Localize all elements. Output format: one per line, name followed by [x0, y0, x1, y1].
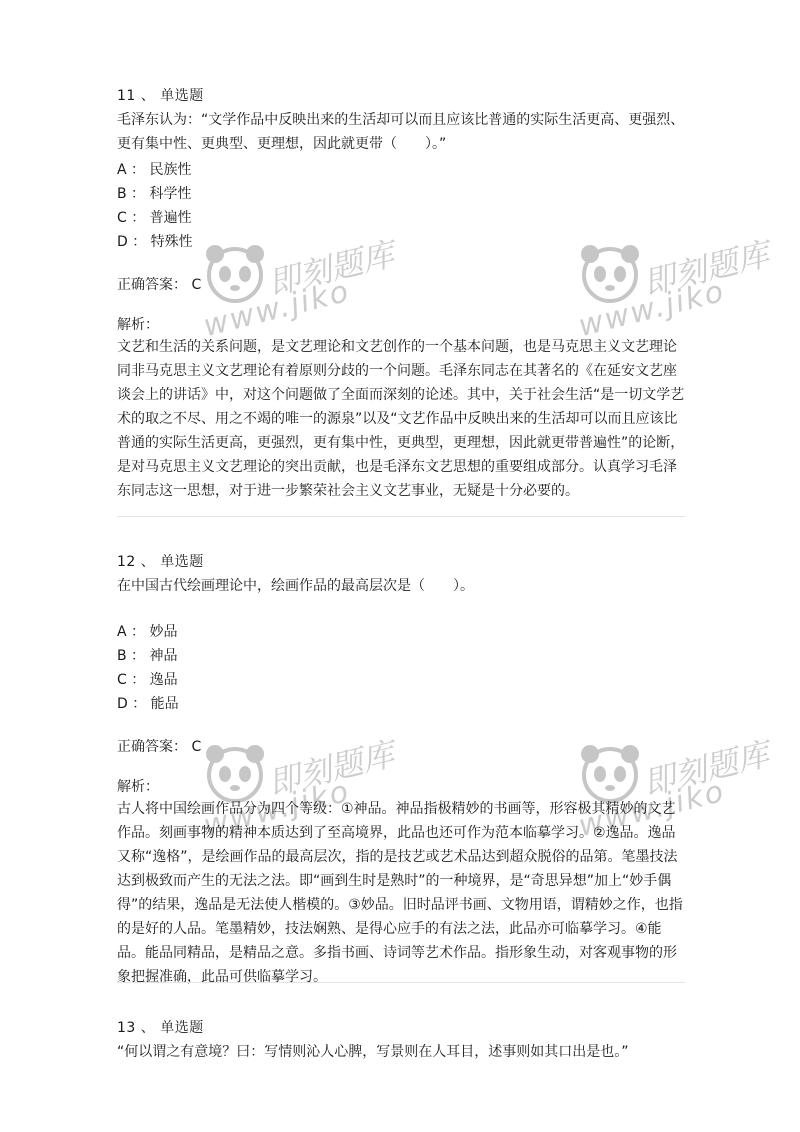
analysis-text: 文艺和生活的关系问题，是文艺理论和文艺创作的一个基本问题，也是马克思主义文艺理论同非马克思主义文艺理论有着原则分歧的一个问题。毛泽东同志在其著名的《在延安文艺座谈会上的讲话》中，对这个问题做了全面而深刻的论述。其中，关于社会生活“是一切文学艺术的取之不尽、用之不竭的唯一的源泉”以及“文艺作品中反映出来的生活却可以而且应该比普通的实际生活更高，更强烈，更有集中性，更典型，更理想，因此就更带普遍性”的论断，是对马克思主义文艺理论的突出贡献，也是毛泽东文艺思想的重要组成部分。认真学习毛泽东同志这一思想，对于进一步繁荣社会主义文艺事业，无疑是十分必要的。 [117, 339, 685, 499]
question-stem: 在中国古代绘画理论中，绘画作品的最高层次是（ ）。 [117, 578, 474, 594]
option-b: B ： 神品 [117, 648, 178, 664]
option-d: D ： 能品 [117, 696, 179, 712]
question-12 [117, 552, 687, 989]
question-number: 13 、 单选题 [117, 1020, 204, 1036]
question-number: 11 、 单选题 [117, 88, 204, 104]
option-c: C ： 逸品 [117, 672, 178, 688]
analysis-label: 解析： [117, 317, 159, 333]
analysis-label: 解析： [117, 779, 159, 795]
section-divider [117, 516, 685, 517]
question-11 [117, 86, 687, 503]
question-13 [117, 1018, 687, 1064]
watermark-en: www.jiko [200, 273, 354, 344]
watermark-en: www.jiko [575, 273, 729, 344]
option-b: B ： 科学性 [117, 186, 192, 202]
watermark-en: www.jiko [575, 773, 729, 844]
section-divider [117, 982, 685, 983]
watermark-cn: 即刻题库 [264, 234, 398, 303]
correct-answer: 正确答案： C [117, 739, 202, 755]
option-a: A ： 妙品 [117, 624, 178, 640]
question-stem: 毛泽东认为：“文学作品中反映出来的生活却可以而且应该比普通的实际生活更高、更强烈、更有集中性、更典型、更理想，因此就更带（ ）。” [117, 112, 685, 152]
watermark-cn: 即刻题库 [264, 734, 398, 803]
option-a: A ： 民族性 [117, 162, 192, 178]
analysis-text: 古人将中国绘画作品分为四个等级：①神品。神品指极精妙的书画等，形容极其精妙的文艺作品。刻画事物的精神本质达到了至高境界，此品也还可作为范本临摹学习。②逸品。逸品又称“逸格”，是绘画作品的最高层次，指的是技艺或艺术品达到超众脱俗的品第。笔墨技法达到极致而产生的无法之法。即“画到生时是熟时”的一种境界，是“奇思异想”加上“妙手偶得”的结果，逸品是无法使人楷模的。③妙品。旧时品评书画、文物用语，谓精妙之作，也指的是好的人品。笔墨精妙，技法娴熟、是得心应手的有法之法，此品亦可临摹学习。④能品。能品同精品，是精品之意。多指书画、诗词等艺术作品。指形象生动，对客观事物的形象把握准确，此品可供临摹学习。 [117, 801, 683, 985]
watermark-cn: 即刻题库 [639, 734, 773, 803]
watermark-cn: 即刻题库 [639, 234, 773, 303]
correct-answer: 正确答案： C [117, 277, 202, 293]
option-c: C ： 普遍性 [117, 210, 192, 226]
question-number: 12 、 单选题 [117, 554, 204, 570]
question-stem: “何以谓之有意境？曰：写情则沁人心脾，写景则在人耳目，述事则如其口出是也。” [117, 1044, 629, 1060]
watermark-en: www.jiko [200, 773, 354, 844]
option-d: D ： 特殊性 [117, 234, 193, 250]
